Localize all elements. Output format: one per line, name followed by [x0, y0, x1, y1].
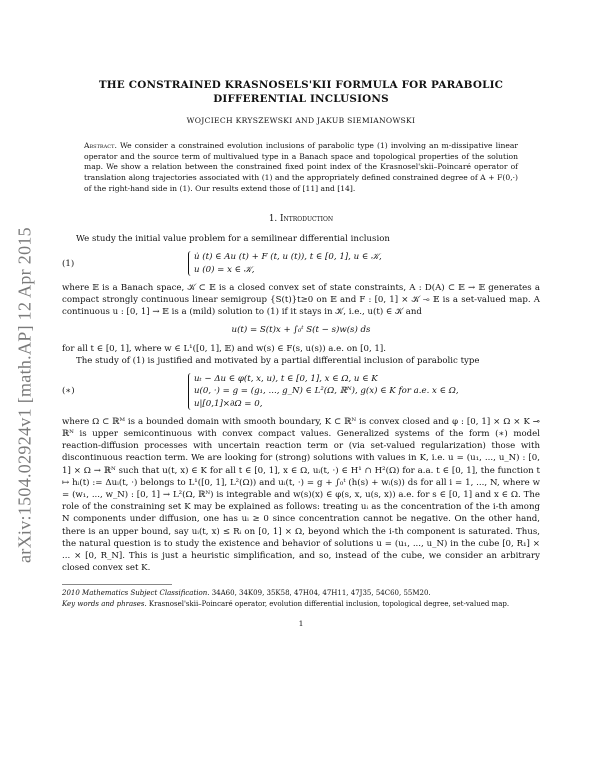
paper-title: THE CONSTRAINED KRASNOSELS'KII FORMULA FOR PARABOLIC DIFFERENTIAL INCLUSIONS — [98, 79, 504, 106]
equation-star-line-1: uₜ − Δu ∈ φ(t, x, u), t ∈ [0, 1], x ∈ Ω, u ∈ K — [194, 374, 378, 385]
abstract-text: We consider a constrained evolution inclusions of parabolic type (1) involving an m-dissipative linear operator and the source term of multivalued type in a Banach space and topological properties of the solution map. We show a relation between the constrained fixed point index of the Krasnosel'skii–Poincaré operator of translation along trajectories associated with (1) and the appropriately defined constrained degree of A + F(0,·) of the right-hand side in (1). Our results extend those of [11] and [14]. — [84, 140, 518, 193]
intro-paragraph-1: We study the initial value problem for a semilinear differential inclusion — [76, 234, 390, 245]
intro-paragraph-3: for all t ∈ [0, 1], where w ∈ L¹([0, 1], 𝔼) and w(s) ∈ F(s, u(s)) a.e. on [0, 1]. — [62, 343, 386, 354]
intro-paragraph-2: where 𝔼 is a Banach space, 𝒦 ⊂ 𝔼 is a closed convex set of state constraints, A : D(A) ⊂ 𝔼 → 𝔼 generates a compact strongly continuous linear semigroup {S(t)}t≥0 on 𝔼 and F : [0, 1] × 𝒦 ⊸ 𝔼 is a set-valued map. A continuous u : [0, 1] → 𝔼 is a (mild) solution to (1) if it stays in 𝒦, i.e., u(t) ∈ 𝒦 and — [62, 282, 540, 318]
section-heading: 1. Introduction — [268, 213, 334, 224]
equation-star-line-2: u(0, ·) = g = (g₁, ..., g_N) ∈ L²(Ω, ℝᴺ), g(x) ∈ K for a.e. x ∈ Ω, — [194, 386, 459, 397]
equation-1-line-1: u̇ (t) ∈ Au (t) + F (t, u (t)), t ∈ [0, 1], u ∈ 𝒦, — [194, 252, 382, 263]
abstract-label: Abstract. — [84, 140, 117, 150]
equation-1 — [62, 251, 540, 275]
authors: WOJCIECH KRYSZEWSKI AND JAKUB SIEMIANOWSKI — [186, 116, 416, 126]
intro-paragraph-5: where Ω ⊂ ℝᴹ is a bounded domain with smooth boundary, K ⊂ ℝᴺ is convex closed and φ : [0, 1] × Ω × K ⊸ ℝᴺ is upper semicontinuous with convex compact values. Generalized systems of the form (∗) model reaction-diffusion processes with uncertain reaction term or (via set-valued regularization) those with discontinuous reaction term. We are looking for (strong) solutions with values in K, i.e. u = (u₁, ..., u_N) : [0, 1] × Ω → ℝᴺ such that u(t, x) ∈ K for all t ∈ [0, 1], x ∈ Ω, uᵢ(t, ·) ∈ H¹ ∩ H²(Ω) for a.a. t ∈ [0, 1], the function t ↦ hᵢ(t) := Δuᵢ(t, ·) belongs to L¹([0, 1], L²(Ω)) and uᵢ(t, ·) = g + ∫₀ᵗ (h(s) + wᵢ(s)) ds for all i = 1, ..., N, where w = (w₁, ..., w_N) : [0, 1] → L²(Ω, ℝᴺ) is integrable and w(s)(x) ∈ φ(s, x, u(s, x)) a.e. for s ∈ [0, 1] and x ∈ Ω. The role of the constraining set K may be explained as follows: treating uᵢ as the concentration of the i-th among N components under diffusion, one has uᵢ ≥ 0 since concentration cannot be negative. On the other hand, there is an upper bound, say uᵢ(t, x) ≤ Rᵢ on [0, 1] × Ω, beyond which the i-th component is saturated. Thus, the natural question is to study the existence and behavior of solutions u = (u₁, ..., u_N) in the cube [0, R₁] × ... × [0, R_N]. This is just a heuristic simplification, and so, instead of the cube, we consider an arbitrary closed convex set K. — [62, 416, 540, 574]
page-number: 1 — [298, 619, 304, 629]
intro-paragraph-4: The study of (1) is justified and motivated by a partial differential inclusion of parabolic type — [76, 355, 480, 366]
equation-star-line-3: u|[0,1]×∂Ω = 0, — [194, 398, 263, 409]
equation-1-label: (1) — [62, 258, 75, 269]
arxiv-stamp: arXiv:1504.02924v1 [math.AP] 12 Apr 2015 — [14, 227, 35, 563]
footnote-rule — [62, 584, 172, 585]
equation-1-line-2: u (0) = x ∈ 𝒦, — [194, 264, 255, 275]
equation-star-label: (∗) — [62, 386, 75, 397]
equation-star — [62, 373, 540, 410]
abstract — [84, 141, 518, 195]
paper-page — [62, 78, 540, 630]
footnote-keywords: Key words and phrases. Krasnosel'skii–Poincaré operator, evolution differential inclusion, topological degree, set-valued map. — [62, 599, 510, 608]
footnote-msc: 2010 Mathematics Subject Classification. 34A60, 34K09, 35K58, 47H04, 47H11, 47J35, 54C60, 55M20. — [62, 589, 431, 598]
equation-2: u(t) = S(t)x + ∫₀ᵗ S(t − s)w(s) ds — [231, 325, 371, 336]
